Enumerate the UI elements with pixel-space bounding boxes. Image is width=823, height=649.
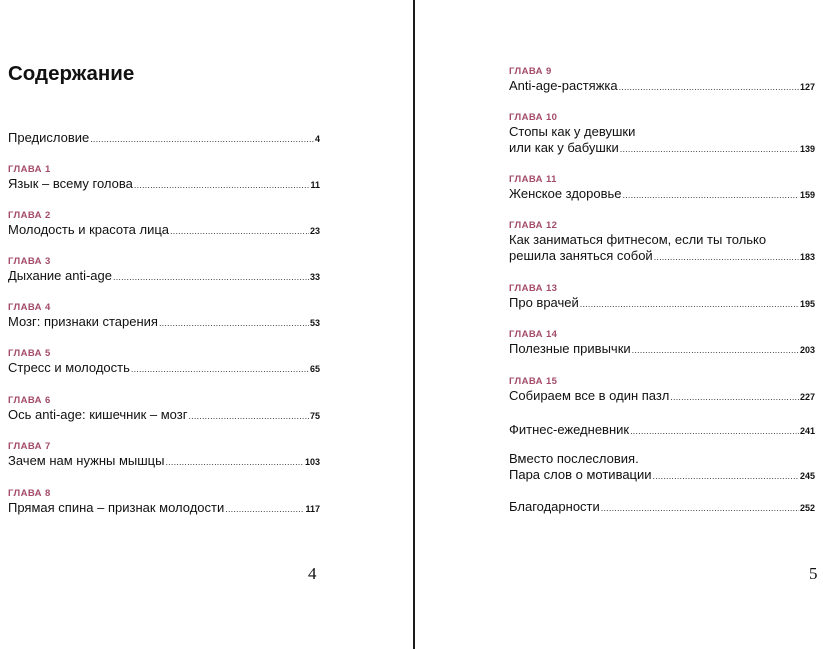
page-title: Содержание <box>8 62 135 85</box>
leader-dots <box>113 269 309 285</box>
toc-page-number: 245 <box>799 471 815 481</box>
chapter-label: ГЛАВА 5 <box>8 348 51 359</box>
toc-entry-chapter-7[interactable] <box>8 441 320 470</box>
toc-page-number: 195 <box>799 299 815 309</box>
toc-entry-fitness-diary[interactable] <box>509 422 815 439</box>
toc-entry-title: Зачем нам нужны мышцы <box>8 453 165 468</box>
toc-entry-title: Мозг: признаки старения <box>8 314 158 329</box>
toc-entry-title: Прямая спина – признак молодости <box>8 500 225 515</box>
chapter-label: ГЛАВА 1 <box>8 164 51 175</box>
leader-dots <box>131 361 309 377</box>
leader-dots <box>170 223 309 239</box>
toc-entry-title: Anti-age-растяжка <box>509 78 618 93</box>
toc-page-number: 4 <box>314 134 320 144</box>
leader-dots <box>632 342 799 358</box>
toc-entry-afterword[interactable] <box>509 451 815 484</box>
chapter-label: ГЛАВА 8 <box>8 488 51 499</box>
leader-dots <box>225 501 304 517</box>
toc-entry-title: Ось anti-age: кишечник – мозг <box>8 407 188 422</box>
chapter-label: ГЛАВА 14 <box>509 329 558 340</box>
toc-page-number: 53 <box>309 318 320 328</box>
toc-page-number: 75 <box>309 411 320 421</box>
toc-page-number: 227 <box>799 392 815 402</box>
leader-dots <box>630 423 799 439</box>
toc-entry-chapter-14[interactable] <box>509 329 815 358</box>
leader-dots <box>580 296 799 312</box>
leader-dots <box>188 408 309 424</box>
chapter-label: ГЛАВА 12 <box>509 220 558 231</box>
toc-page-number: 103 <box>304 457 320 467</box>
toc-entry-chapter-11[interactable] <box>509 174 815 203</box>
toc-entry-chapter-5[interactable] <box>8 348 320 377</box>
toc-entry-title-line1: Как заниматься фитнесом, если ты только <box>509 232 767 247</box>
leader-dots <box>165 454 304 470</box>
toc-entry-chapter-15[interactable] <box>509 376 815 405</box>
toc-page-number: 139 <box>799 144 815 154</box>
chapter-label: ГЛАВА 15 <box>509 376 558 387</box>
chapter-label: ГЛАВА 13 <box>509 283 558 294</box>
toc-entry-title: Собираем все в один пазл <box>509 388 670 403</box>
page-number-left: 4 <box>308 564 317 583</box>
toc-entry-acknowledgements[interactable] <box>509 499 815 516</box>
toc-entry-chapter-8[interactable] <box>8 488 320 517</box>
chapter-label: ГЛАВА 7 <box>8 441 51 452</box>
toc-entry-chapter-4[interactable] <box>8 302 320 331</box>
toc-entry-title: решила заняться собой <box>509 248 653 263</box>
toc-page-number: 252 <box>799 503 815 513</box>
toc-entry-chapter-3[interactable] <box>8 256 320 285</box>
toc-page-number: 241 <box>799 426 815 436</box>
toc-entry-chapter-10[interactable] <box>509 112 815 157</box>
leader-dots <box>654 249 799 265</box>
toc-page-number: 11 <box>310 180 320 190</box>
leader-dots <box>653 468 799 484</box>
chapter-label: ГЛАВА 3 <box>8 256 51 267</box>
toc-entry-preface[interactable] <box>8 130 320 147</box>
toc-entry-chapter-6[interactable] <box>8 395 320 424</box>
leader-dots <box>619 79 799 95</box>
toc-entry-title: Предисловие <box>8 130 90 145</box>
chapter-label: ГЛАВА 4 <box>8 302 51 313</box>
toc-entry-title: Фитнес-ежедневник <box>509 422 630 437</box>
chapter-label: ГЛАВА 6 <box>8 395 51 406</box>
leader-dots <box>159 315 309 331</box>
toc-entry-title: Благодарности <box>509 499 600 514</box>
toc-entry-chapter-9[interactable] <box>509 66 815 95</box>
right-page <box>415 0 823 649</box>
chapter-label: ГЛАВА 11 <box>509 174 557 185</box>
toc-page-number: 127 <box>799 82 815 92</box>
toc-page-number: 203 <box>799 345 815 355</box>
leader-dots <box>620 141 799 157</box>
leader-dots <box>623 187 799 203</box>
toc-page-number: 33 <box>309 272 320 282</box>
leader-dots <box>670 389 799 405</box>
toc-entry-chapter-2[interactable] <box>8 210 320 239</box>
toc-entry-title: Молодость и красота лица <box>8 222 170 237</box>
chapter-label: ГЛАВА 10 <box>509 112 558 123</box>
page-number-right: 5 <box>809 564 818 583</box>
toc-page-number: 23 <box>309 226 320 236</box>
toc-page-number: 117 <box>305 504 320 514</box>
toc-page-number: 183 <box>799 252 815 262</box>
toc-page-number: 159 <box>799 190 815 200</box>
toc-entry-chapter-13[interactable] <box>509 283 815 312</box>
toc-entry-title-line1: Стопы как у девушки <box>509 124 636 139</box>
chapter-label: ГЛАВА 2 <box>8 210 51 221</box>
toc-entry-title: или как у бабушки <box>509 140 619 155</box>
toc-entry-chapter-1[interactable] <box>8 164 320 193</box>
toc-entry-title: Про врачей <box>509 295 579 310</box>
toc-entry-title: Дыхание anti-age <box>8 268 112 283</box>
toc-entry-title: Полезные привычки <box>509 341 631 356</box>
toc-entry-title: Женское здоровье <box>509 186 622 201</box>
toc-entry-title: Стресс и молодость <box>8 360 130 375</box>
toc-entry-title: Пара слов о мотивации <box>509 467 652 482</box>
toc-page-number: 65 <box>309 364 320 374</box>
leader-dots <box>601 500 799 516</box>
toc-entry-title-line1: Вместо послесловия. <box>509 451 639 466</box>
toc-entry-title: Язык – всему голова <box>8 176 133 191</box>
toc-entry-chapter-12[interactable] <box>509 220 815 265</box>
chapter-label: ГЛАВА 9 <box>509 66 552 77</box>
leader-dots <box>90 131 314 147</box>
leader-dots <box>134 177 310 193</box>
